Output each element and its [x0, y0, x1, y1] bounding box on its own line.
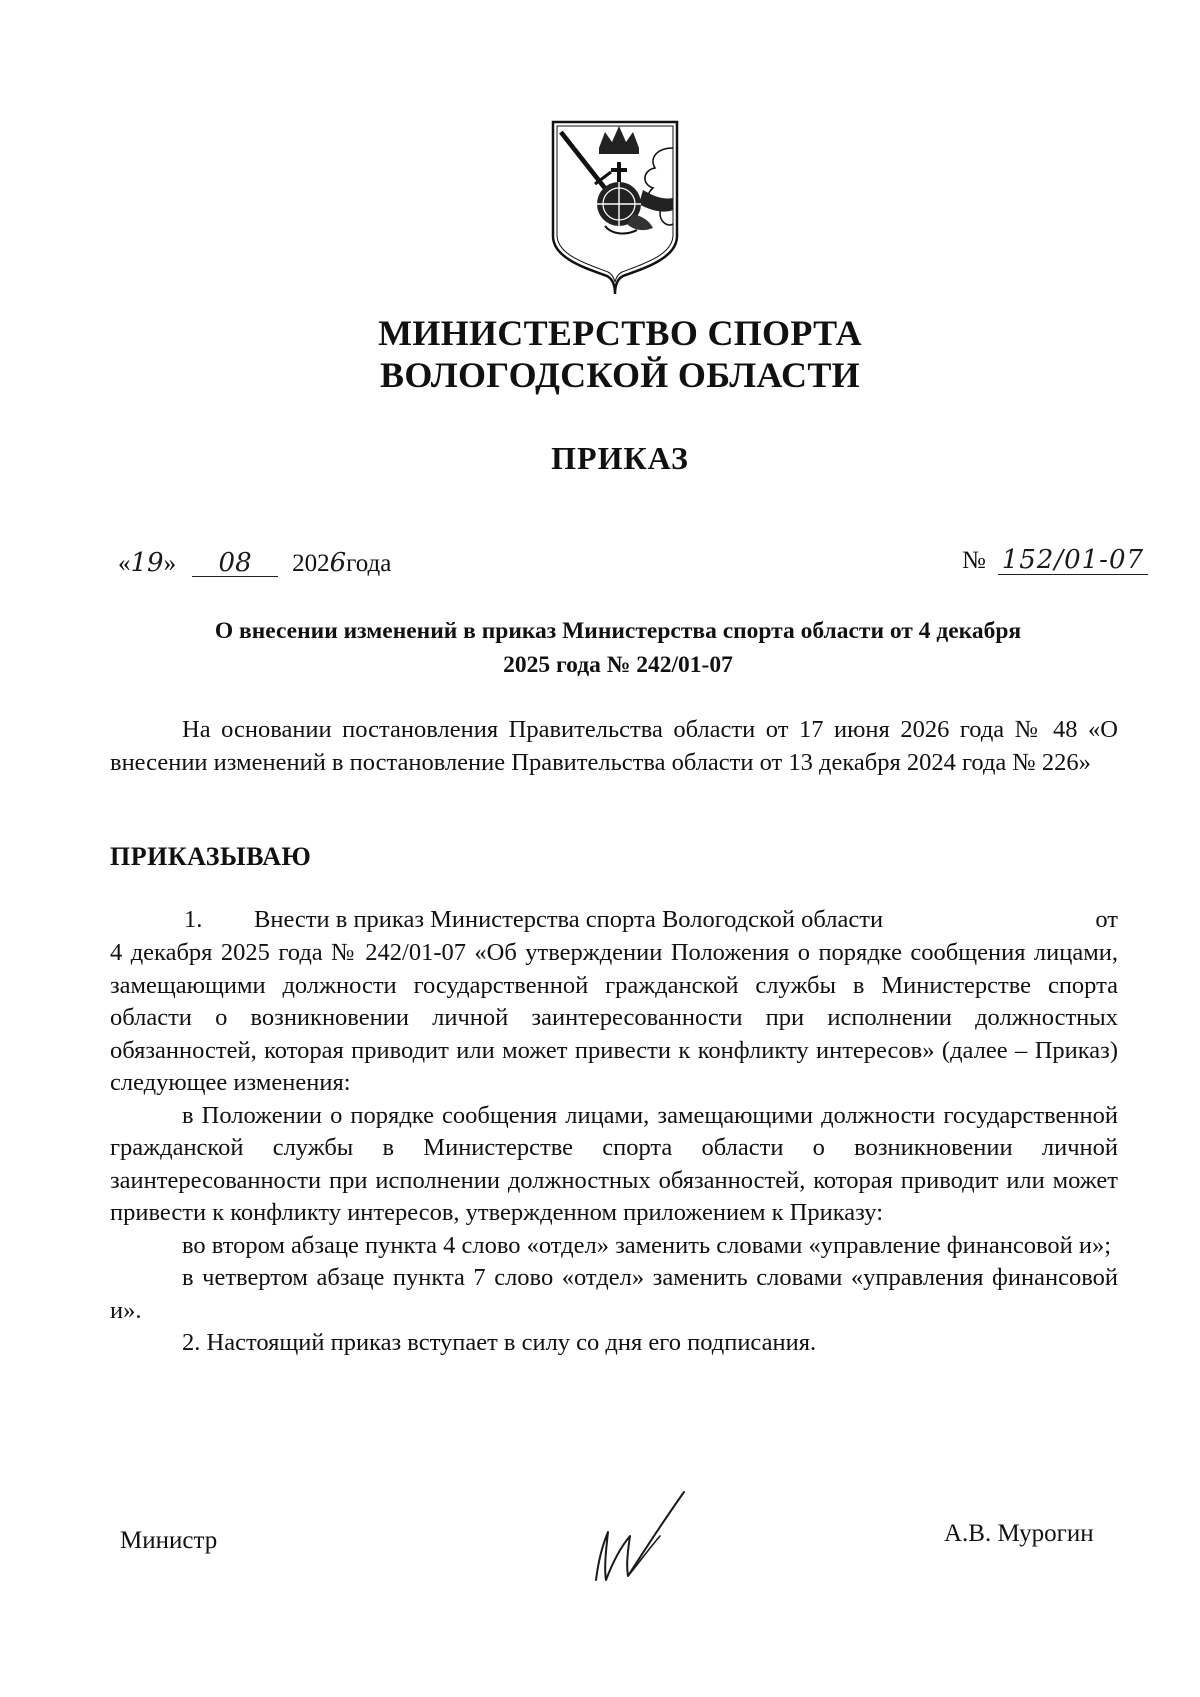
basis-paragraph	[110, 714, 1118, 779]
date-month-handwritten: 08	[192, 550, 278, 577]
ministry-name-line-2: ВОЛОГОДСКОЙ ОБЛАСТИ	[380, 355, 860, 395]
order-body	[110, 937, 1118, 1360]
item-2: 2. Настоящий приказ вступает в силу со дня его подписания.	[182, 1329, 817, 1356]
signer-position: Министр	[120, 1527, 218, 1554]
vologda-coat-of-arms-icon	[545, 118, 685, 296]
item-1-change-1: во втором абзаце пункта 4 слово «отдел» заменить словами «управление финансовой и»;	[182, 1231, 1112, 1259]
order-subject	[120, 614, 1116, 682]
item-1-body: 4 декабря 2025 года № 242/01-07 «Об утверждении Положения о порядке сообщения лицами, замещающими должности государственной гражданской службы в Министерстве спорта области о возникновении личной заинтересованности при исполнении должностных обязанностей, которая приводит или может привести к конфликту интересов» (далее – Приказ) следующее изменения:	[110, 939, 1118, 1096]
date-year-prefix: 202	[292, 550, 330, 577]
order-number	[962, 546, 1148, 575]
date-suffix: года	[346, 550, 392, 577]
item-1-sub-intro: в Положении о порядке сообщения лицами, замещающими должности государственной гражданской службы в Министерстве спорта области о возникновении личной заинтересованности при исполнении должностных обязанностей, которая приводит или может привести к конфликту интересов, утвержденном приложением к Приказу:	[110, 1101, 1118, 1226]
item-1-ot: от	[1095, 906, 1118, 933]
subject-line-1: О внесении изменений в приказ Министерства спорта области от 4 декабря	[214, 618, 1022, 644]
number-sign: №	[962, 547, 986, 574]
handwritten-signature-icon	[586, 1484, 696, 1588]
signer-name: А.В. Мурогин	[944, 1520, 1094, 1547]
item-1-number: 1.	[184, 906, 203, 933]
date-open-quote: «	[118, 550, 131, 577]
subject-line-2: 2025 года № 242/01-07	[503, 652, 733, 678]
date-close-quote: »	[163, 550, 177, 577]
basis-text: На основании постановления Правительства области от 17 июня 2026 года № 48 «О внесении изменений в постановление Правительства области от 13 декабря 2024 года № 226»	[110, 716, 1118, 776]
document-type-title: ПРИКАЗ	[551, 440, 689, 476]
ministry-name-line-1: МИНИСТЕРСТВО СПОРТА	[378, 313, 862, 353]
order-word: ПРИКАЗЫВАЮ	[110, 842, 312, 871]
order-number-handwritten: 152/01-07	[998, 546, 1148, 575]
item-1-change-2: в четвертом абзаце пункта 7 слово «отдел» заменить словами «управления финансовой и».	[110, 1264, 1118, 1324]
date-year-digit-handwritten: 6	[329, 548, 347, 578]
date-day-handwritten: 19	[130, 548, 164, 578]
order-date	[118, 548, 391, 578]
item-1-head-text: Внести в приказ Министерства спорта Вологодской области	[254, 906, 884, 933]
item-1-heading	[184, 904, 1118, 937]
